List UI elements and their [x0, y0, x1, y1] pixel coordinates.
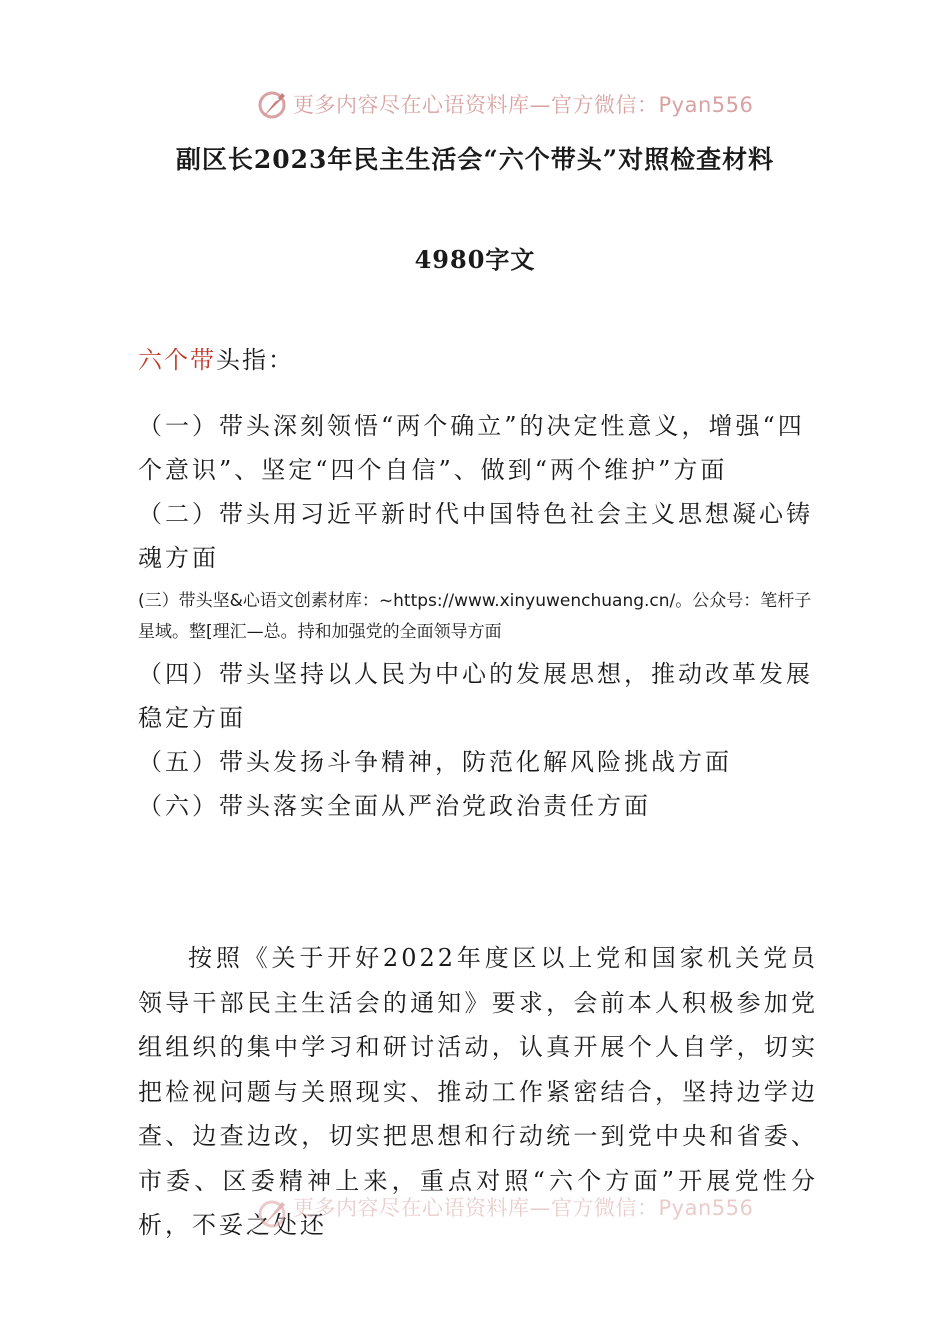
intro-suffix: 头指：: [216, 346, 294, 374]
list-item: （五）带头发扬斗争精神，防范化解风险挑战方面: [138, 748, 732, 776]
intro-highlight: 带: [190, 346, 216, 374]
watermark-text: 更多内容尽在心语资料库—官方微信：Pyan556: [293, 93, 754, 117]
list-item: （一）带头深刻领悟“两个确立”的决定性意义，增强“四个意识”、坚定“四个自信”、做到“两个维护”方面: [138, 412, 805, 484]
quill-logo-icon: [255, 1196, 289, 1230]
intro-prefix: 六个: [138, 346, 190, 374]
word-count: 4980字文: [414, 245, 536, 274]
body-paragraph: 按照《关于开好2022年度区以上党和国家机关党员领导干部民主生活会的通知》要求，会前本人积极参加党组组织的集中学习和研讨活动，认真开展个人自学，切实把检视问题与关照现实、推动工作紧密结合，坚持边学边查、边查边改，切实把思想和行动统一到党中央和省委、市委、区委精神上来，重点对照“六个方面”开展党性分析，不妥之处还: [138, 944, 818, 1239]
watermark-top: [255, 86, 755, 122]
list-item: （二）带头用习近平新时代中国特色社会主义思想凝心铸魂方面: [138, 500, 813, 572]
list-item: （六）带头落实全面从严治党政治责任方面: [138, 792, 651, 820]
list-item-inserted-ad: (三）带头坚&心语文创素材库：~https://www.xinyuwenchuang.cn/。公众号：笔杆子星域。整[理汇—总。持和加强党的全面领导方面: [138, 591, 812, 642]
intro-line: [138, 340, 294, 375]
watermark-text: 更多内容尽在心语资料库—官方微信：Pyan556: [293, 1196, 754, 1220]
six-items-list: [138, 404, 818, 828]
document-title: 副区长2023年民主生活会“六个带头”对照检查材料: [175, 145, 775, 174]
quill-logo-icon: [255, 87, 289, 121]
list-item: （四）带头坚持以人民为中心的发展思想，推动改革发展稳定方面: [138, 660, 813, 732]
watermark-bottom: [255, 1196, 755, 1230]
